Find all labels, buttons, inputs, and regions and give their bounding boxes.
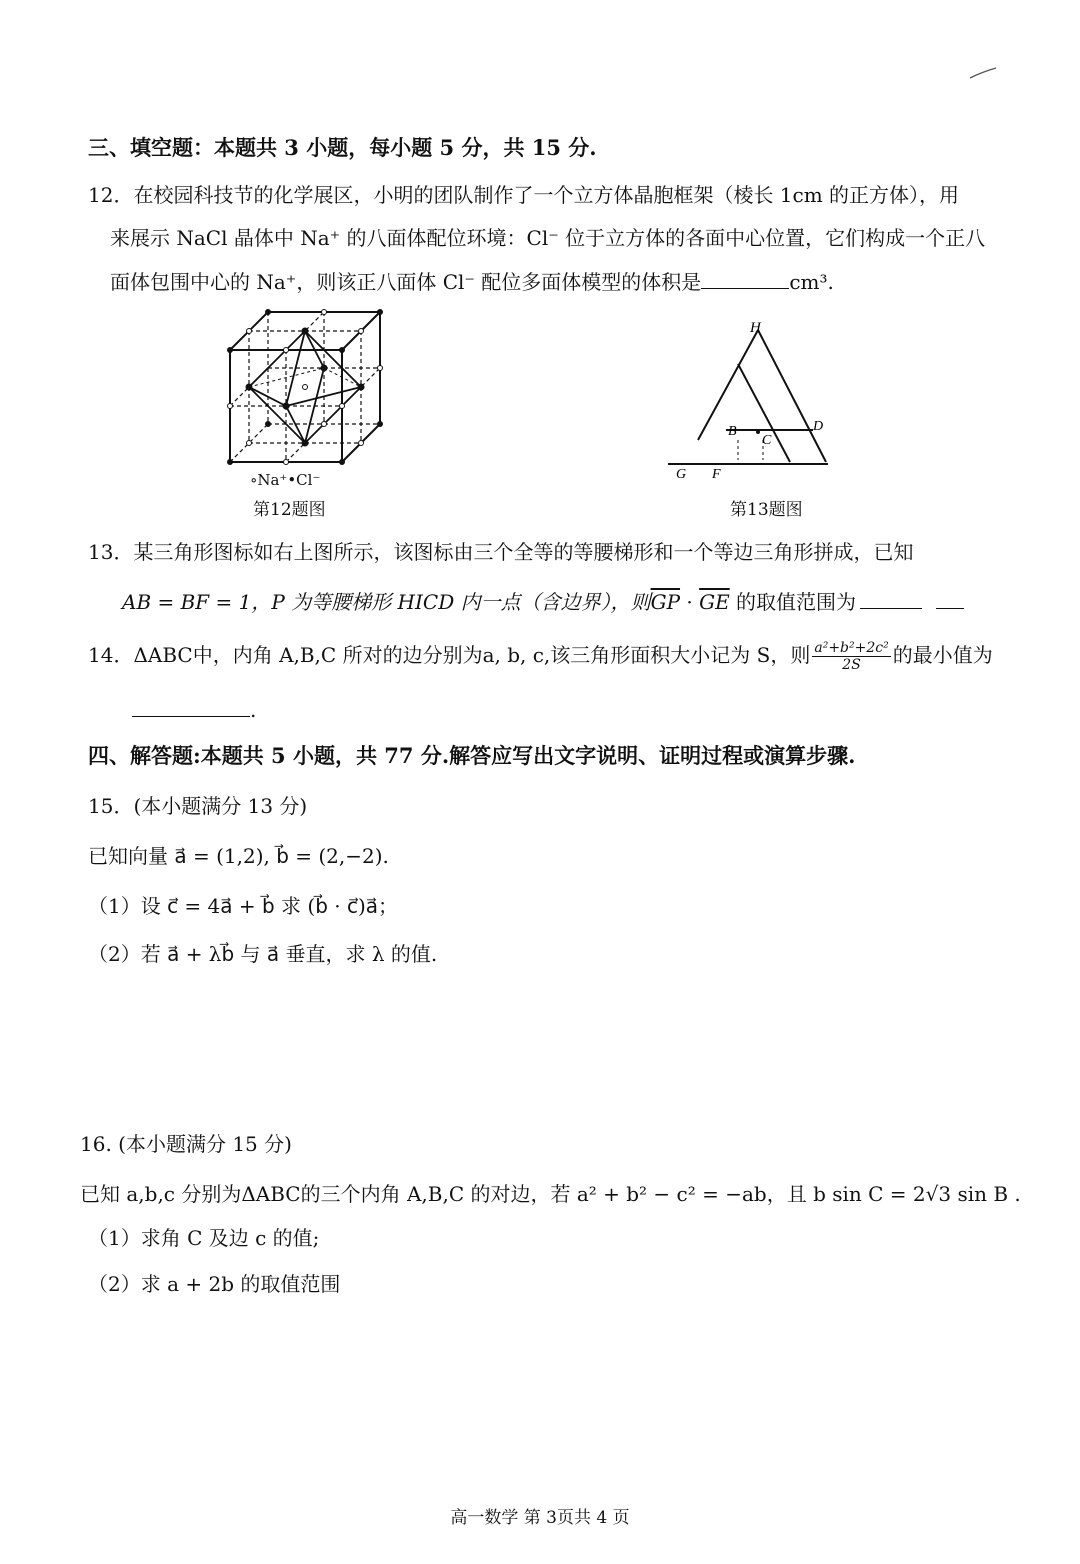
q13-range-text: 的取值范围为: [729, 590, 857, 614]
page-footer: 高一数学 第 3页共 4 页: [450, 1508, 630, 1528]
q12-line2: 来展示 NaCl 晶体中 Na⁺ 的八面体配位环境：Cl⁻ 位于立方体的各面中心位置，它们构成一个正八: [110, 226, 986, 250]
q13-answer-blank[interactable]: [860, 586, 922, 609]
label-F: F: [712, 467, 721, 482]
q12-line3: [110, 266, 834, 296]
label-B: B: [728, 424, 737, 439]
fraction-numerator: a²+b²+2c²: [814, 640, 889, 656]
q16-part2: （2）求 a + 2b 的取值范围: [88, 1272, 341, 1296]
figure-12-caption: 第12题图: [253, 500, 326, 520]
vector-gp: $\overline{GP}$: [650, 590, 681, 614]
label-H: H: [750, 320, 761, 336]
dot-operator: ·: [680, 590, 700, 614]
figure-12-cube-diagram: [220, 300, 395, 475]
q12-line3-text: 面体包围中心的 Na⁺，则该正八面体 Cl⁻ 配位多面体模型的体积是: [110, 270, 702, 294]
label-D: D: [813, 419, 824, 434]
q14-min-text: 的最小值为: [892, 643, 993, 667]
q16-given: 已知 a,b,c 分别为ΔABC的三个内角 A,B,C 的对边，若 a² + b² − c² = −ab，且 b sin C = 2√3 sin B .: [80, 1182, 1021, 1206]
q14-period: .: [250, 698, 257, 722]
figure-13-triangle-diagram: [668, 312, 838, 484]
fraction-denominator: 2S: [842, 657, 861, 673]
q13-line1: 13．某三角形图标如右上图所示，该图标由三个全等的等腰梯形和一个等边三角形拼成，已知: [88, 540, 914, 564]
q16-title: 16. (本小题满分 15 分): [80, 1132, 292, 1156]
q14-line2: [132, 694, 256, 724]
q15-given: 已知向量 a⃗ = (1,2), b⃗ = (2,−2).: [88, 844, 389, 868]
figure-13-caption: 第13题图: [730, 500, 803, 520]
q15-part1: （1）设 c⃗ = 4a⃗ + b⃗ 求 (b⃗ · c⃗)a⃗；: [88, 894, 399, 918]
q13-line2: [122, 586, 964, 616]
vector-ge: $\overline{GE}$: [699, 590, 730, 614]
q15-part2: （2）若 a⃗ + λb⃗ 与 a⃗ 垂直，求 λ 的值.: [88, 942, 438, 966]
q16-part1: （1）求角 C 及边 c 的值;: [88, 1226, 320, 1250]
label-G: G: [676, 467, 687, 482]
q12-answer-blank[interactable]: [701, 266, 789, 289]
figure-12-legend: ∘Na⁺•Cl⁻: [250, 471, 321, 489]
q15-title: 15．(本小题满分 13 分): [88, 794, 308, 818]
q12-line1: 12．在校园科技节的化学展区，小明的团队制作了一个立方体晶胞框架（棱长 1cm 的正方体），用: [88, 183, 960, 207]
q14-text: 14．ΔABC中，内角 A,B,C 所对的边分别为a, b, c,该三角形面积大小记为 S，则: [88, 643, 811, 667]
q14-fraction: [812, 640, 890, 673]
q13-answer-blank-2[interactable]: [936, 586, 964, 609]
section-4-heading: 四、解答题:本题共 5 小题，共 77 分.解答应写出文字说明、证明过程或演算步骤.: [88, 743, 856, 768]
label-C: C: [762, 433, 772, 448]
q12-unit: cm³.: [789, 270, 834, 294]
q13-line2-text: AB = BF = 1，P 为等腰梯形 HICD 内一点（含边界），则: [122, 590, 651, 614]
q14-answer-blank[interactable]: [132, 694, 250, 717]
pen-mark: [968, 66, 998, 80]
q14-line1: [88, 640, 993, 673]
section-3-heading: 三、填空题：本题共 3 小题，每小题 5 分，共 15 分.: [88, 135, 597, 160]
